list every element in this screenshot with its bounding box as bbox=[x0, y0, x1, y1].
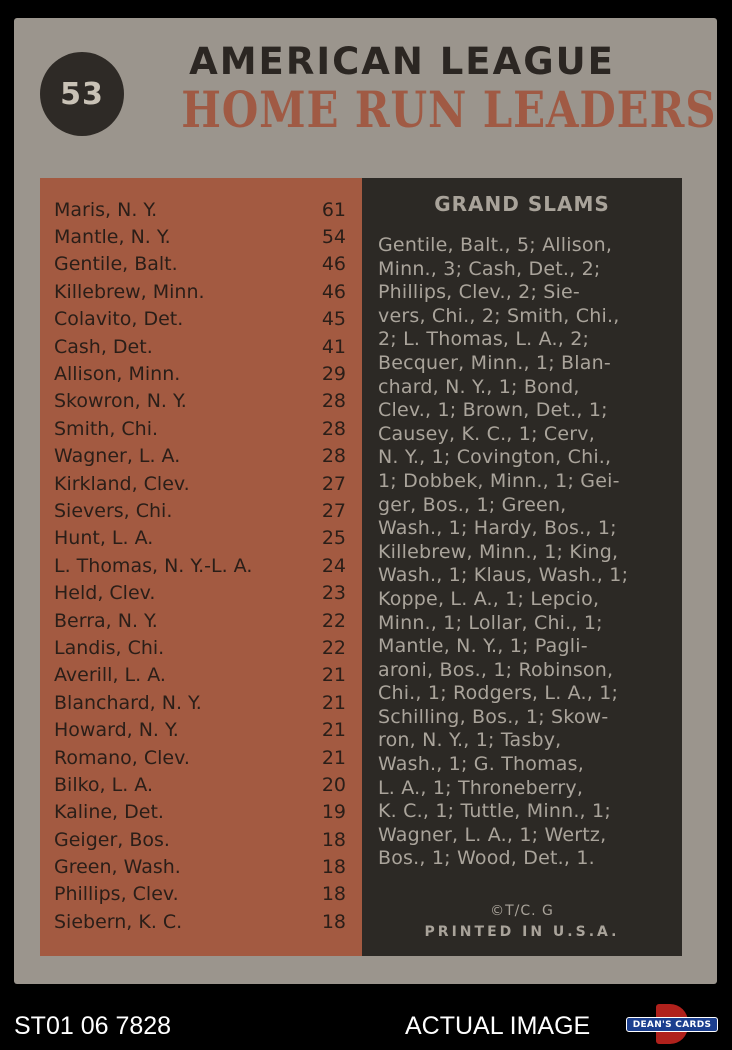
grand-slams-text bbox=[378, 234, 678, 871]
card-title: HOME RUN LEADERS bbox=[181, 80, 717, 139]
copyright-text: ©T/C. G bbox=[490, 903, 554, 919]
leader-name: Kaline, Det. bbox=[54, 801, 164, 824]
leader-home-runs: 27 bbox=[321, 472, 346, 495]
deans-cards-logo bbox=[626, 1004, 718, 1044]
grand-slams-line: ger, Bos., 1; Green, bbox=[378, 493, 567, 516]
leader-home-runs: 18 bbox=[321, 910, 346, 933]
leader-home-runs: 22 bbox=[321, 609, 346, 632]
leader-home-runs: 46 bbox=[321, 253, 346, 276]
leader-row bbox=[54, 415, 346, 442]
leader-name: Skowron, N. Y. bbox=[54, 390, 187, 413]
leader-row bbox=[54, 689, 346, 716]
grand-slams-line: chard, N. Y., 1; Bond, bbox=[378, 375, 580, 398]
leader-row bbox=[54, 360, 346, 387]
leader-row bbox=[54, 306, 346, 333]
leader-name: Sievers, Chi. bbox=[54, 499, 173, 522]
grand-slams-line: N. Y., 1; Covington, Chi., bbox=[378, 446, 612, 469]
leader-row bbox=[54, 881, 346, 908]
leader-name: Allison, Minn. bbox=[54, 363, 181, 386]
leader-name: L. Thomas, N. Y.-L. A. bbox=[54, 554, 253, 577]
leader-name: Killebrew, Minn. bbox=[54, 280, 205, 303]
leader-home-runs: 45 bbox=[321, 308, 346, 331]
leader-row bbox=[54, 716, 346, 743]
grand-slams-line: vers, Chi., 2; Smith, Chi., bbox=[378, 304, 620, 327]
grand-slams-line: 2; L. Thomas, L. A., 2; bbox=[378, 328, 590, 351]
grand-slams-line: Wagner, L. A., 1; Wertz, bbox=[378, 823, 607, 846]
leader-name: Green, Wash. bbox=[54, 856, 181, 879]
grand-slams-line: Wash., 1; G. Thomas, bbox=[378, 753, 584, 776]
leader-row bbox=[54, 223, 346, 250]
leader-row bbox=[54, 607, 346, 634]
grand-slams-line: Bos., 1; Wood, Det., 1. bbox=[378, 847, 595, 870]
grand-slams-line: ron, N. Y., 1; Tasby, bbox=[378, 729, 562, 752]
card-number: 53 bbox=[60, 76, 104, 112]
leader-home-runs: 22 bbox=[321, 636, 346, 659]
grand-slams-line: Becquer, Minn., 1; Blan- bbox=[378, 351, 611, 374]
leader-name: Kirkland, Clev. bbox=[54, 472, 190, 495]
leader-name: Wagner, L. A. bbox=[54, 445, 181, 468]
grand-slams-line: L. A., 1; Throneberry, bbox=[378, 776, 584, 799]
leader-name: Maris, N. Y. bbox=[54, 198, 158, 221]
printed-in-text: PRINTED IN U.S.A. bbox=[424, 924, 620, 940]
leader-name: Bilko, L. A. bbox=[54, 773, 153, 796]
leader-name: Blanchard, N. Y. bbox=[54, 691, 202, 714]
leader-home-runs: 25 bbox=[321, 527, 346, 550]
leader-home-runs: 20 bbox=[321, 773, 346, 796]
leader-name: Cash, Det. bbox=[54, 335, 153, 358]
leader-row bbox=[54, 470, 346, 497]
leader-row bbox=[54, 388, 346, 415]
leader-home-runs: 21 bbox=[321, 719, 346, 742]
grand-slams-line: Wash., 1; Hardy, Bos., 1; bbox=[378, 517, 617, 540]
leader-row bbox=[54, 196, 346, 223]
leader-row bbox=[54, 497, 346, 524]
leader-home-runs: 46 bbox=[321, 280, 346, 303]
leader-home-runs: 28 bbox=[321, 390, 346, 413]
leader-name: Siebern, K. C. bbox=[54, 910, 183, 933]
leader-home-runs: 19 bbox=[321, 801, 346, 824]
leader-name: Landis, Chi. bbox=[54, 636, 165, 659]
leader-row bbox=[54, 552, 346, 579]
leader-home-runs: 61 bbox=[321, 198, 346, 221]
grand-slams-line: 1; Dobbek, Minn., 1; Gei- bbox=[378, 469, 620, 492]
leader-name: Mantle, N. Y. bbox=[54, 226, 171, 249]
leader-name: Geiger, Bos. bbox=[54, 828, 170, 851]
grand-slams-panel bbox=[362, 178, 682, 956]
grand-slams-line: Chi., 1; Rodgers, L. A., 1; bbox=[378, 682, 619, 705]
leader-name: Colavito, Det. bbox=[54, 308, 184, 331]
leader-row bbox=[54, 579, 346, 606]
baseball-card-back bbox=[14, 18, 717, 984]
grand-slams-line: Gentile, Balt., 5; Allison, bbox=[378, 234, 613, 256]
leader-name: Berra, N. Y. bbox=[54, 609, 158, 632]
leader-home-runs: 21 bbox=[321, 691, 346, 714]
leader-row bbox=[54, 908, 346, 935]
grand-slams-line: Minn., 1; Lollar, Chi., 1; bbox=[378, 611, 603, 634]
leader-row bbox=[54, 525, 346, 552]
leader-name: Averill, L. A. bbox=[54, 664, 166, 687]
grand-slams-line: Koppe, L. A., 1; Lepcio, bbox=[378, 587, 600, 610]
leader-home-runs: 28 bbox=[321, 417, 346, 440]
leader-home-runs: 27 bbox=[321, 499, 346, 522]
leader-row bbox=[54, 853, 346, 880]
leader-home-runs: 23 bbox=[321, 582, 346, 605]
leader-name: Held, Clev. bbox=[54, 582, 156, 605]
leader-row bbox=[54, 634, 346, 661]
leader-name: Gentile, Balt. bbox=[54, 253, 178, 276]
leaders-panel bbox=[40, 178, 362, 956]
leader-row bbox=[54, 662, 346, 689]
leader-home-runs: 28 bbox=[321, 445, 346, 468]
leader-home-runs: 24 bbox=[321, 554, 346, 577]
league-title: AMERICAN LEAGUE bbox=[189, 40, 615, 83]
grand-slams-line: Causey, K. C., 1; Cerv, bbox=[378, 422, 595, 445]
grand-slams-line: Clev., 1; Brown, Det., 1; bbox=[378, 399, 608, 422]
leader-name: Phillips, Clev. bbox=[54, 883, 179, 906]
leader-home-runs: 41 bbox=[321, 335, 346, 358]
grand-slams-header: GRAND SLAMS bbox=[434, 192, 610, 216]
leader-home-runs: 18 bbox=[321, 856, 346, 879]
logo-banner: DEAN'S CARDS bbox=[626, 1017, 718, 1032]
leader-row bbox=[54, 333, 346, 360]
leader-row bbox=[54, 278, 346, 305]
grand-slams-line: Schilling, Bos., 1; Skow- bbox=[378, 705, 609, 728]
leader-home-runs: 18 bbox=[321, 883, 346, 906]
grand-slams-line: Mantle, N. Y., 1; Pagli- bbox=[378, 635, 588, 658]
card-number-badge bbox=[40, 52, 124, 136]
leader-home-runs: 54 bbox=[321, 226, 346, 249]
grand-slams-line: Killebrew, Minn., 1; King, bbox=[378, 540, 619, 563]
leader-row bbox=[54, 744, 346, 771]
grand-slams-line: aroni, Bos., 1; Robinson, bbox=[378, 658, 614, 681]
leader-row bbox=[54, 826, 346, 853]
actual-image-label: ACTUAL IMAGE bbox=[405, 1012, 591, 1040]
leader-row bbox=[54, 443, 346, 470]
leader-name: Romano, Clev. bbox=[54, 746, 190, 769]
grand-slams-line: Phillips, Clev., 2; Sie- bbox=[378, 281, 580, 304]
grand-slams-line: Minn., 3; Cash, Det., 2; bbox=[378, 257, 601, 280]
leader-name: Hunt, L. A. bbox=[54, 527, 154, 550]
leader-row bbox=[54, 251, 346, 278]
grand-slams-line: Wash., 1; Klaus, Wash., 1; bbox=[378, 564, 629, 587]
grand-slams-line: K. C., 1; Tuttle, Minn., 1; bbox=[378, 800, 611, 823]
leaders-list bbox=[54, 196, 346, 936]
leader-name: Smith, Chi. bbox=[54, 417, 159, 440]
leader-row bbox=[54, 771, 346, 798]
inventory-id: ST01 06 7828 bbox=[14, 1012, 172, 1040]
leader-row bbox=[54, 799, 346, 826]
leader-home-runs: 21 bbox=[321, 664, 346, 687]
leader-home-runs: 21 bbox=[321, 746, 346, 769]
leader-home-runs: 29 bbox=[321, 363, 346, 386]
leader-home-runs: 18 bbox=[321, 828, 346, 851]
leader-name: Howard, N. Y. bbox=[54, 719, 179, 742]
